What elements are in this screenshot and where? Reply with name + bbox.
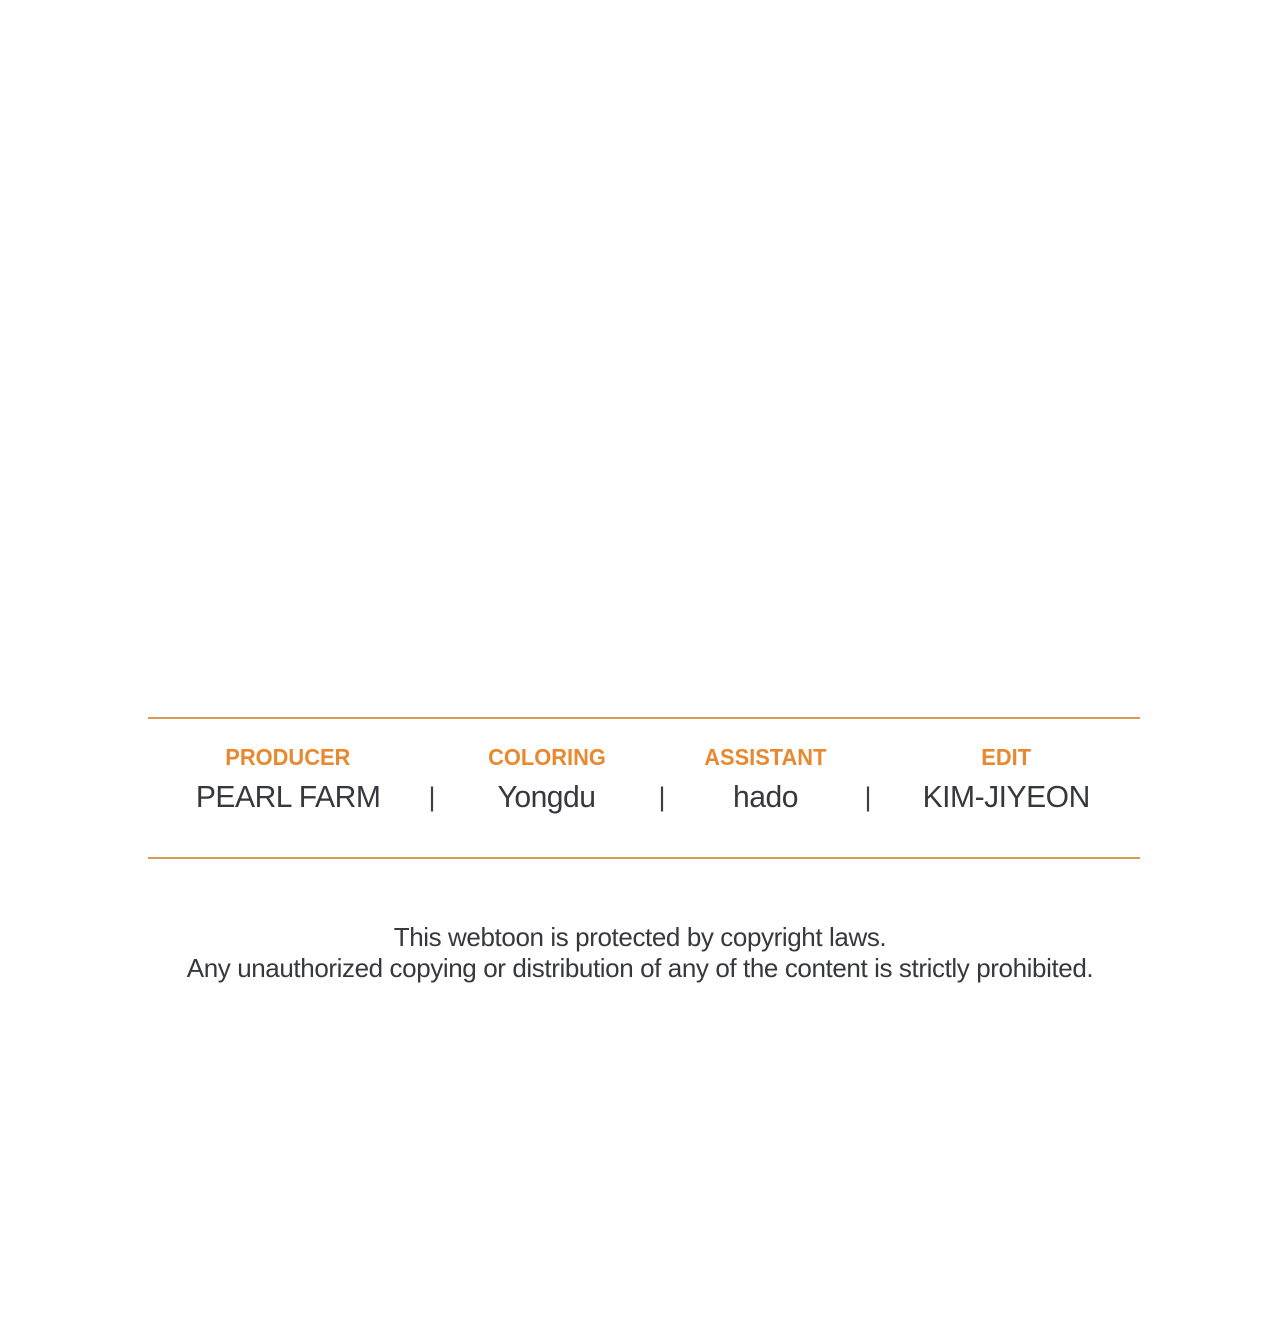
copyright-line-1: This webtoon is protected by copyright laws. [393,922,887,952]
credit-assistant [666,744,864,815]
credit-edit [872,744,1140,815]
credit-producer [148,744,428,815]
credit-role-assistant: ASSISTANT [703,744,827,770]
copyright-notice [0,922,1280,984]
credit-divider-bar: | [658,782,666,812]
credits-section [148,744,1140,815]
credits-top-rule [148,717,1140,719]
credit-role-coloring: COLORING [488,744,606,770]
credit-name-producer: PEARL FARM [195,779,381,814]
copyright-line-2: Any unauthorized copying or distribution of any of the content is strictly prohibited. [186,953,1094,983]
credit-divider-bar: | [428,782,436,812]
credit-name-edit: KIM-JIYEON [922,779,1090,814]
credit-role-producer: PRODUCER [225,744,351,770]
credit-name-coloring: Yongdu [497,779,596,814]
credit-coloring [436,744,658,815]
credit-role-edit: EDIT [981,744,1031,770]
credit-divider-bar: | [864,782,872,812]
credits-bottom-rule [148,857,1140,859]
credit-name-assistant: hado [732,779,798,814]
